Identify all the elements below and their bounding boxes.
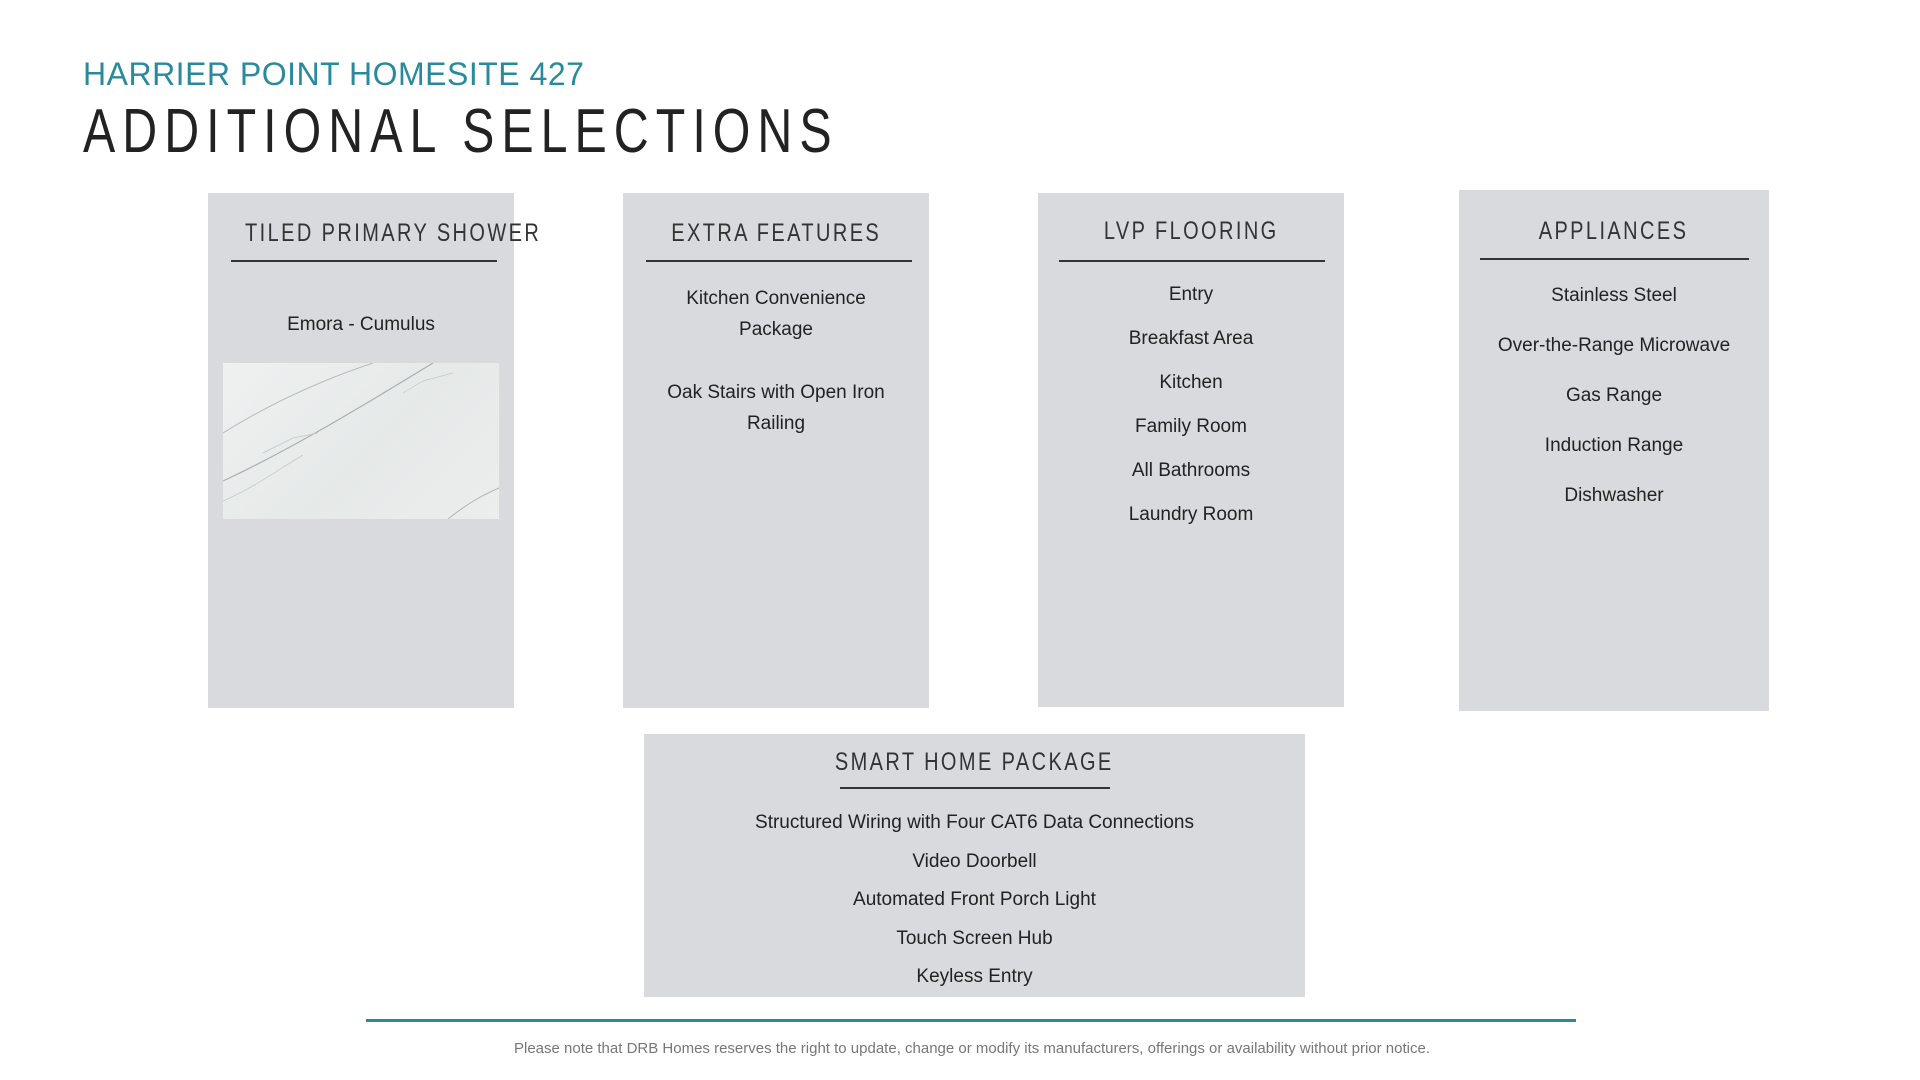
card-title: EXTRA FEATURES — [671, 219, 881, 247]
list-item: Kitchen Convenience Package — [686, 288, 866, 340]
list-item: All Bathrooms — [1131, 460, 1251, 481]
list-item: Family Room — [1135, 416, 1247, 437]
list-item: Laundry Room — [1128, 504, 1254, 525]
page-subtitle: HARRIER POINT HOMESITE 427 — [83, 56, 585, 92]
card-divider — [840, 787, 1110, 789]
card-title: TILED PRIMARY SHOWER — [245, 219, 542, 247]
card-divider — [646, 260, 912, 262]
list-item: Kitchen — [1159, 372, 1223, 393]
list-item: Dishwasher — [1564, 485, 1664, 506]
card-tiled-primary-shower — [208, 193, 542, 708]
footer-disclaimer: Please note that DRB Homes reserves the right to update, change or modify its manufacturers, offerings or availability without prior notice. — [513, 1040, 1430, 1057]
card-divider — [1059, 260, 1325, 262]
list-item: Emora - Cumulus — [287, 314, 435, 335]
list-item: Video Doorbell — [912, 850, 1037, 872]
list-item: Over-the-Range Microwave — [1497, 335, 1731, 356]
list-item: Induction Range — [1544, 435, 1684, 456]
card-smart-home-package — [644, 734, 1305, 997]
card-appliances — [1459, 190, 1769, 711]
tile-swatch-image — [223, 363, 499, 519]
footer-divider — [366, 1019, 1576, 1022]
list-item: Gas Range — [1565, 385, 1663, 406]
card-extra-features — [623, 193, 929, 708]
list-item: Automated Front Porch Light — [853, 889, 1096, 910]
list-item: Breakfast Area — [1128, 328, 1254, 349]
card-title: SMART HOME PACKAGE — [835, 748, 1114, 776]
marble-vein-graphic — [223, 363, 499, 519]
list-item: Touch Screen Hub — [896, 927, 1053, 949]
list-item: Keyless Entry — [916, 966, 1033, 987]
list-item: Structured Wiring with Four CAT6 Data Connections — [755, 812, 1194, 833]
list-item: Stainless Steel — [1551, 285, 1677, 306]
card-title: APPLIANCES — [1539, 217, 1689, 245]
list-item: Entry — [1168, 284, 1214, 305]
card-lvp-flooring — [1038, 193, 1344, 707]
list-item: Oak Stairs with Open Iron Railing — [667, 382, 885, 434]
page-title: ADDITIONAL SELECTIONS — [83, 97, 839, 166]
card-divider — [231, 260, 497, 262]
card-title: LVP FLOORING — [1103, 217, 1279, 245]
card-divider — [1480, 258, 1749, 260]
